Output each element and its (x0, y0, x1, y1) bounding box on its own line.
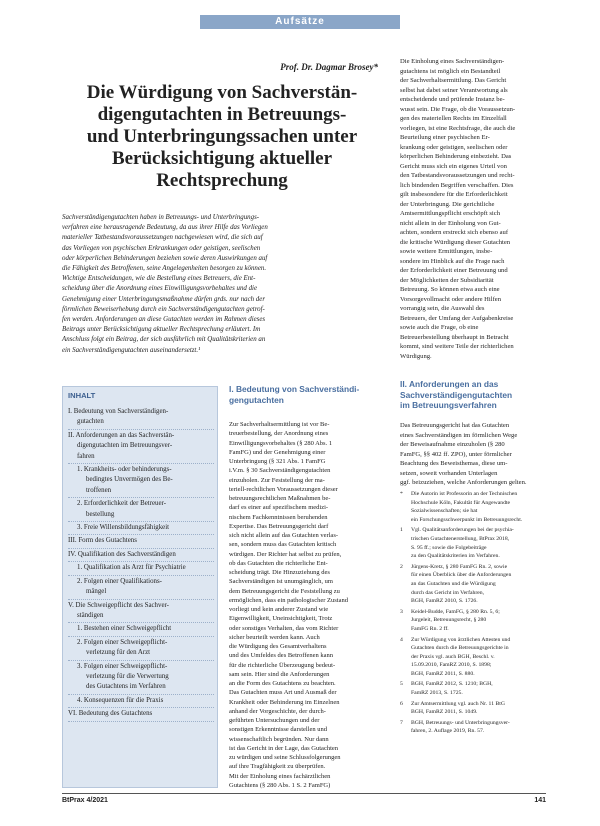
text-line: sonstigen Erkenntnisse darstellen und (229, 726, 328, 734)
text-line: die Würdigung des Gesamtverhaltens (229, 643, 327, 650)
footnote (400, 719, 545, 736)
footnote-line: BGH, FamRZ 2012, S. 1210; BGH, (411, 681, 493, 688)
contents-item (68, 536, 214, 548)
contents-item (68, 431, 214, 464)
text-line: Unterbringung (§ 321 Abs. 1 FamFG (229, 458, 326, 465)
contents-item-text: bestellung (86, 510, 115, 518)
footnote-line: BGH, FamRZ 2011, S. 1049. (411, 709, 478, 716)
footnote-line: Hochschule Köln, Fakultät für Angewandte (411, 499, 511, 506)
text-line: Eigenwilligkeit, Uneinsichtigkeit, Trotz (229, 615, 333, 623)
footnote-line: Die Autorin ist Professorin an der Technischen (411, 491, 518, 497)
contents-item-text: mängel (86, 588, 107, 596)
abstract-line: oder körperlichen Behinderungen beziehen sowie deren Auswirkungen auf (62, 254, 268, 262)
text-line: ggf. beizuziehen, welche Anforderungen gelten. (400, 479, 527, 486)
text-line: Mit der Einholung eines fachärztlichen (229, 772, 331, 780)
text-line: vorliegt und kein anderer Zustand wie (229, 606, 329, 613)
text-line: krankung oder geistigen, seelischen oder (400, 143, 508, 151)
text-line: nischem Fachkenntnissen beruhenden (229, 513, 328, 521)
footnote-line: 15.09.2010, FamRZ 2010, S. 1898; (411, 662, 492, 669)
column-3-top-text (400, 57, 545, 361)
footnote-line: Zur Würdigung von ärztlichen Attesten und (411, 636, 511, 643)
text-line: FamFG, §§ 402 ff. ZPO), unter förmlicher (400, 450, 512, 458)
text-line: auf ihre Tragfähigkeit zu überprüfen. (229, 763, 326, 771)
footnote-number: 2 (400, 563, 403, 570)
footnotes (400, 490, 545, 738)
contents-item-text: 1. Bestehen einer Schweigepflicht (77, 625, 172, 633)
footnote-line: Sozialwissenschaften; sie hat (411, 508, 478, 515)
text-line: gilt insbesondere für die Erforderlichkeit (400, 191, 508, 198)
abstract-line: Wichtige Entscheidungen, wie die Bestellung eines Betreuers, die Ent- (62, 275, 256, 283)
footnote-line: BGH, Betreuungs- und Unterbringungsver- (411, 719, 510, 726)
text-line: Amtsermittlungspflicht erschöpft sich (400, 210, 500, 217)
contents-item-text: IV. Qualifikation des Sachverständigen (68, 550, 176, 558)
contents-item (68, 550, 214, 562)
footnote-line: ein Forschungsschwerpunkt im Betreuungsrecht. (411, 516, 523, 523)
footnote-text (411, 680, 493, 697)
text-line: und des Umfeldes des Betroffenen kann (229, 652, 334, 660)
contents-box (62, 386, 218, 788)
text-line: Sachverständigen ist unumgänglich, um (229, 578, 333, 586)
text-line: Krankheit oder Behinderung im Einzelnen (229, 698, 340, 706)
footnote (400, 680, 545, 697)
text-line: Würdigung. (400, 352, 432, 360)
title-line: digengutachten in Betreuungs- (97, 104, 347, 125)
title-line: und Unterbringungssachen unter (86, 126, 358, 147)
contents-item (68, 624, 214, 636)
text-line: der Sachverhaltsermittlung. Das Gericht (400, 77, 507, 84)
text-line: entscheidende und prüfende Instanz be- (400, 96, 505, 103)
text-line: FamFG) und der Genehmigung einer (229, 448, 326, 456)
footnote-line: der Praxis vgl. auch BGH, Beschl. v. (411, 653, 495, 660)
contents-item-text: II. Anforderungen an das Sachverstän- (68, 431, 175, 439)
text-line: achten, sondern erstreckt sich ebenso auf (400, 229, 509, 236)
text-line: vorrangig sein, die Auswahl des (400, 305, 485, 312)
contents-item-text: bedingtes Unvermögen des Be- (86, 476, 173, 484)
text-line: vorliegen, ist eine Rechtsfrage, die auch die (400, 124, 516, 132)
contents-list (68, 407, 214, 723)
abstract-line: förmlichen Beweiserhebung durch ein Sachverständigengutachten getrof- (62, 305, 265, 313)
text-line: treuerbestellung, der Anordnung eines (229, 430, 329, 438)
footnote-line: S. 95 ff.; sowie die Folgebeiträge (411, 544, 487, 551)
text-line: sowie weitere Ermittlungen, insbe- (400, 248, 493, 255)
text-line: ist das Gericht in der Lage, das Gutachten (229, 744, 339, 752)
heading-line: gengutachten (229, 394, 284, 405)
contents-item-text: I. Bedeutung von Sachverständigen- (68, 408, 169, 415)
contents-item-text: des Gutachtens im Verfahren (86, 683, 166, 691)
footnote-number: * (400, 491, 403, 497)
text-line: Das Gutachten muss Art und Ausmaß der (229, 689, 337, 697)
contents-item-text: fahren (77, 452, 95, 460)
contents-item (68, 465, 214, 498)
footnote-number: 4 (400, 636, 403, 643)
text-line: Betreuung. So können etwa auch eine (400, 286, 500, 293)
text-line: zu würdigen und seine Schlussfolgerungen (229, 754, 341, 761)
author: Prof. Dr. Dagmar Brosey* (280, 62, 378, 72)
text-line: teriell-rechtlichen Voraussetzungen dieser (229, 485, 338, 493)
text-line: setzen, soweit vorhanden Unterlagen (400, 469, 498, 477)
section-2-body (400, 421, 545, 488)
abstract-line: die Fähigkeit des Betroffenen, seine Angelegenheiten besorgen zu können. (62, 265, 267, 273)
text-line: nicht allein in der Einholung von Gut- (400, 219, 501, 227)
text-line: Beurteilung einer psychischen Er- (400, 134, 490, 141)
text-line: i.V.m. § 30 Sachverständigengutachten (229, 467, 331, 475)
text-line: Betreuers, der Umfang der Aufgabenkreise (400, 314, 514, 322)
footnote-text (411, 719, 510, 736)
contents-item-text: 3. Folgen einer Schweigepflicht- (77, 662, 168, 670)
contents-item-text: 2. Erforderlichkeit der Betreuer- (77, 500, 167, 508)
text-line: an die Form des Gutachtens zu beachten. (229, 680, 336, 687)
text-line: Beachtung des Beweisthemas, diese um- (400, 460, 508, 467)
contents-item-text: 4. Konsequenzen für die Praxis (77, 696, 164, 704)
contents-item-text: troffenen (86, 486, 112, 494)
text-line: Einwilligungsvorbehaltes (§ 280 Abs. 1 (229, 439, 333, 447)
footnote-line: FamRZ 2013, S. 1725. (411, 690, 463, 697)
footnote-line: FamFG Rn. 2 ff. (411, 625, 449, 632)
text-line: würdigen. Der Richter hat selbst zu prüfen, (229, 550, 342, 558)
footnote-line: Zur Amtsermittlung vgl. auch Nr. 11 BtG (411, 700, 505, 707)
contents-item-text: 3. Freie Willensbildungsfähigkeit (77, 524, 170, 532)
footnote (400, 700, 545, 717)
text-line: darf es einer auf spezifischem medizi- (229, 504, 329, 512)
contents-item (68, 638, 214, 661)
text-line: Vorsorgevollmacht oder andere Hilfen (400, 295, 502, 303)
abstract-line: das Vorliegen von psychischen Erkrankungen oder geistigen, seelischen (62, 244, 261, 252)
contents-item-text: 2. Folgen einer Qualifikations- (77, 577, 162, 585)
text-line: dem Betreuungsgericht die Feststellung zu (229, 587, 340, 595)
heading-line: Sachverständigengutachten (400, 389, 513, 400)
heading-line: II. Anforderungen an das (400, 379, 499, 389)
contents-item-text: gutachten (77, 418, 104, 426)
footnote (400, 526, 545, 560)
contents-item (68, 523, 214, 535)
footnote-line: für einen Überblick über die Anforderungen (411, 572, 512, 579)
abstract-line: ein Sachverständigengutachten auseinandersetzt.¹ (62, 346, 201, 354)
text-line: Betreuerbestellung überhaupt in Betracht (400, 333, 509, 341)
text-line: Gutachtens (§ 280 Abs. 1 S. 2 FamFG) (229, 781, 331, 789)
contents-item-text: ständigen (77, 611, 104, 619)
abstract-line: Sachverständigengutachten haben in Betreuungs- und Unterbringungs- (62, 214, 260, 221)
text-line: gutachtens ist möglich ein Bestandteil (400, 67, 501, 75)
text-line: der Möglichkeiten der Subsidiarität (400, 276, 494, 284)
footnote-text (411, 490, 522, 524)
text-line: anhand der Vorgeschichte, der durch- (229, 707, 326, 715)
text-line: sam sein. Hier sind die Anforderungen (229, 670, 330, 678)
contents-item-text: verletzung für die Verwertung (86, 672, 169, 680)
text-line: selbst hat dabei seiner Verantwortung als (400, 86, 508, 94)
text-line: sich nicht allein auf das Gutachten verlas- (229, 532, 339, 539)
footnote (400, 636, 545, 679)
footnote-number: 1 (400, 527, 403, 534)
article-title (62, 82, 382, 192)
title-line: Rechtsprechung (156, 170, 288, 191)
text-line: sicher beurteilt werden kann. Auch (229, 633, 320, 641)
heading-line: im Betreuungsverfahren (400, 400, 497, 410)
text-line: für die richterliche Überzeugung bedeut- (229, 661, 336, 669)
text-line: ermöglichen, dass ein pathologischer Zustand (229, 596, 348, 604)
text-line: sen, sondern muss das Gutachten kritisch (229, 541, 337, 549)
text-line: wusst sein. Die Frage, ob die Voraussetzun- (400, 105, 516, 113)
footnote-number: 6 (400, 700, 403, 707)
footnote-text (411, 700, 505, 717)
footnote-line: trischen Gutachtenerstellung, BtPrax 2018, (411, 535, 510, 542)
contents-item (68, 709, 214, 721)
contents-title: INHALT (68, 391, 96, 400)
abstract-line: Anschluss folgt ein Beitrag, der sich ausführlich mit Qualitätskriterien an (62, 336, 266, 344)
contents-item (68, 662, 214, 695)
footnote-line: Jürgens-Kretz, § 280 FamFG Rn. 2, sowie (411, 563, 508, 570)
footnote-line: Keidel-Budde, FamFG, § 280 Rn. 5, 6; (411, 608, 500, 615)
contents-item-text: digengutachten im Betreuungsver- (77, 442, 173, 450)
abstract-line: materieller Tatbestandsvoraussetzungen nachgewiesen wird, die sich auf (62, 234, 263, 242)
abstract-line: Beitrags unter Berücksichtigung aktueller Rechtsprechung erläutert. Im (62, 326, 261, 334)
contents-item-text: 1. Krankheits- oder behinderungs- (77, 466, 172, 474)
text-line: der Erforderlichkeit einer Betreuung und (400, 267, 508, 274)
footnote-line: BGH, FamRZ 2010, S. 1726. (411, 598, 478, 605)
contents-item-text: III. Form des Gutachtens (68, 537, 137, 545)
footnote-line: Jurgeleit, Betreuungsrecht, § 280 (411, 617, 487, 624)
footnote-line: an das Gutachten und die Würdigung (411, 580, 496, 587)
text-line: oder sonstiges Verhalten, das vom Richter (229, 624, 339, 632)
heading-line: I. Bedeutung von Sachverständi- (229, 384, 360, 394)
text-line: einzuholen. Zur Feststellung der ma- (229, 476, 325, 484)
contents-item (68, 499, 214, 522)
contents-item-text: 1. Qualifikation als Arzt für Psychiatrie (77, 564, 186, 572)
abstract-line: verfahren eine herausragende Bedeutung, da aus ihrer Hilfe das Vorliegen (62, 224, 268, 232)
text-line: die kritische Würdigung dieser Gutachten (400, 238, 511, 246)
abstract (62, 213, 385, 356)
footnote-line: Gutachten durch die Betreuungsgerichte in (411, 645, 509, 652)
text-line: den Tatbestandsvoraussetzungen und recht- (400, 172, 515, 179)
text-line: ob das Gutachten die richterliche Ent- (229, 559, 328, 567)
text-line: gen des materiellen Rechts im Einzelfall (400, 115, 507, 122)
section-1-heading (229, 384, 387, 405)
text-line: Expertise. Das Betreuungsgericht darf (229, 522, 329, 530)
abstract-line: scheidung über die Anordnung eines Einwilligungsvorbehaltes und die (62, 285, 258, 293)
contents-item-text: 2. Folgen einer Schweigepflicht- (77, 638, 168, 646)
footnote-line: durch das Gericht im Verfahren, (411, 589, 485, 596)
abstract-line: Genehmigung einer Unterbringungsmaßnahme dürfen grds. nur nach der (62, 295, 265, 303)
text-line: der Beweisaufnahme einzuholen (§ 280 (400, 441, 505, 448)
text-line: der Unterbringung. Die gerichtliche (400, 200, 495, 208)
title-line: Die Würdigung von Sachverstän- (86, 82, 358, 103)
footnote-number: 5 (400, 681, 403, 688)
footnote-text (411, 563, 511, 606)
footnote-text (411, 636, 510, 679)
text-line: eines Sachverständigen im förmlichen Wege (400, 431, 518, 439)
text-line: sowie auch die Frage, ob eine (400, 324, 479, 331)
footnote-number: 7 (400, 719, 403, 726)
section-header: Aufsätze (200, 15, 400, 29)
footnote (400, 563, 545, 606)
contents-item-text: V. Die Schweigepflicht des Sachver- (68, 601, 169, 609)
contents-item (68, 577, 214, 600)
page-number: 141 (534, 797, 546, 804)
contents-item (68, 407, 214, 430)
title-line: Berücksichtigung aktueller (111, 148, 333, 169)
contents-item (68, 601, 214, 624)
text-line: Gericht muss sich ein eigenes Urteil von (400, 162, 507, 170)
text-line: körperlichen Behinderung einbezieht. Das (400, 153, 512, 160)
footer-journal: BtPrax 4/2021 (62, 797, 108, 804)
footnote-line: Vgl. Qualitätsanforderungen bei der psychia- (411, 527, 514, 534)
footnote (400, 608, 545, 634)
section-1-body (229, 420, 385, 790)
text-line: geführten Untersuchungen und der (229, 717, 320, 724)
contents-item-text: verletzung für den Arzt (86, 649, 151, 657)
text-line: Zur Sachverhaltsermittlung ist vor Be- (229, 421, 330, 428)
text-line: kommt, sind weitere Teile der richterlichen (400, 343, 514, 350)
section-2-heading (400, 379, 548, 411)
footnote-text (411, 526, 514, 560)
footnote (400, 490, 545, 524)
abstract-line: fen werden. Anforderungen an diese Gutachten werden im Rahmen dieses (62, 316, 266, 324)
footnote-number: 3 (400, 608, 403, 615)
footer-divider (62, 793, 546, 794)
text-line: wissenschaftlich begründen. Nur dann (229, 735, 329, 743)
text-line: sondere im Hinblick auf die Frage nach (400, 257, 505, 265)
text-line: scheidung trägt. Die Hinzuziehung des (229, 569, 330, 576)
footnote-line: zu den Qualitätskriterien im Verfahren. (411, 553, 500, 560)
footnote-text (411, 608, 500, 634)
text-line: betreuungsrechtlichen Maßnahmen be- (229, 495, 331, 502)
contents-item-text: VI. Bedeutung des Gutachtens (68, 710, 153, 718)
footnote-line: BGH, FamRZ 2011, S. 880. (411, 670, 475, 677)
text-line: Das Betreuungsgericht hat das Gutachten (400, 422, 510, 429)
contents-item (68, 696, 214, 708)
text-line: lich bindenden Begriffen verschaffen. Dies (400, 181, 514, 189)
contents-item (68, 563, 214, 575)
text-line: Die Einholung eines Sachverständigen- (400, 58, 505, 65)
footnote-line: fahren, 2. Auflage 2019, Rn. 57. (411, 728, 485, 735)
